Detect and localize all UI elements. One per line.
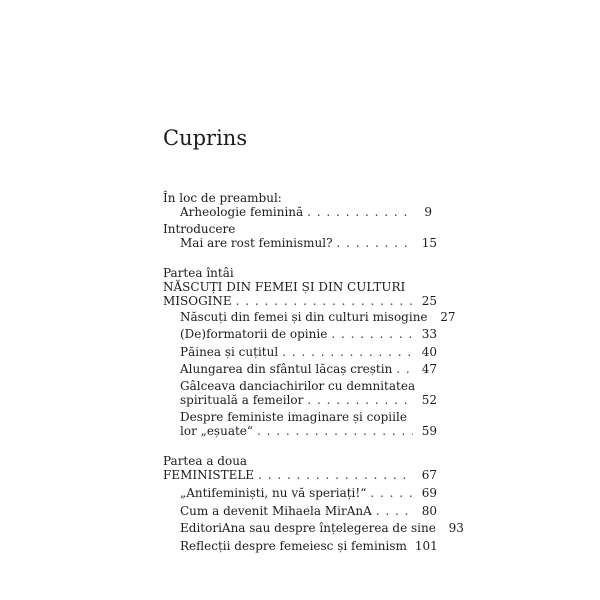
dot-leader <box>282 345 413 360</box>
toc-entry-label: Născuți din femei și din culturi misogine <box>180 310 428 324</box>
dot-leader <box>337 236 413 251</box>
toc-entry-page: 93 <box>448 521 464 535</box>
toc-entry <box>180 327 437 342</box>
toc-entry <box>180 362 437 377</box>
part-one-title-row <box>163 294 437 309</box>
toc-entry <box>180 205 432 220</box>
dot-leader <box>236 294 413 309</box>
toc-entry-label: Cum a devenit Mihaela MirAnA <box>180 504 372 518</box>
toc-entry-label: EditoriAna sau despre înțelegerea de sine <box>180 521 436 535</box>
section-heading-preamble: În loc de preambul: <box>163 191 282 205</box>
toc-entry <box>180 486 437 501</box>
toc-entry-page: 59 <box>421 424 437 438</box>
part-one-heading: Partea întâi <box>163 266 234 280</box>
toc-entry-page: 101 <box>414 539 438 553</box>
toc-entry-page: 40 <box>421 345 437 359</box>
toc-entry-page: 47 <box>421 362 437 376</box>
dot-leader <box>307 205 408 220</box>
toc-entry-label-line1: Despre feministe imaginare și copiile <box>180 410 407 424</box>
section-heading-introduction: Introducere <box>163 222 236 236</box>
toc-entry-label: Reflecții despre femeiesc și feminism <box>180 539 407 553</box>
toc-entry <box>180 393 437 408</box>
toc-entry-page: 80 <box>421 504 437 518</box>
part-two-title: FEMINISTELE <box>163 468 255 482</box>
toc-entry-label: Alungarea din sfântul lăcaș creștin <box>180 362 393 376</box>
toc-entry-label-line1: Gâlceava danciachirilor cu demnitatea <box>180 379 416 393</box>
part-one-title-line2: MISOGINE <box>163 294 232 308</box>
toc-entry <box>180 424 437 439</box>
toc-entry-label-line2: spirituală a femeilor <box>180 393 304 407</box>
dot-leader <box>396 362 413 377</box>
toc-entry-page: 33 <box>421 327 437 341</box>
toc-entry <box>180 539 437 554</box>
dot-leader <box>376 504 413 519</box>
toc-entry-label-line2: lor „eșuate“ <box>180 424 254 438</box>
toc-entry-label: „Antifeminiști, nu vă speriați!“ <box>180 486 367 500</box>
part-one-title: NĂSCUȚI DIN FEMEI ȘI DIN CULTURI <box>163 280 406 294</box>
part-two-title-row <box>163 468 437 483</box>
toc-entry <box>180 345 437 360</box>
toc-entry <box>180 504 437 519</box>
toc-entry-page: 15 <box>421 236 437 250</box>
dot-leader <box>370 486 413 501</box>
dot-leader <box>258 468 413 483</box>
toc-entry-page: 27 <box>440 310 456 324</box>
dot-leader <box>331 327 413 342</box>
toc-entry-label: (De)formatorii de opinie <box>180 327 328 341</box>
part-two-heading: Partea a doua <box>163 454 248 468</box>
toc-entry-label: Arheologie feminină <box>180 205 304 219</box>
toc-entry-page: 69 <box>421 486 437 500</box>
toc-entry <box>180 521 464 536</box>
toc-entry <box>180 310 456 325</box>
page-title: Cuprins <box>163 126 248 150</box>
dot-leader <box>257 424 413 439</box>
toc-entry-page: 9 <box>424 205 432 219</box>
dot-leader <box>307 393 413 408</box>
toc-entry-label: Păinea și cuțitul <box>180 345 279 359</box>
toc-entry-label: Mai are rost feminismul? <box>180 236 333 250</box>
toc-entry-page: 25 <box>421 294 437 308</box>
toc-entry-page: 52 <box>421 393 437 407</box>
toc-entry <box>180 236 437 251</box>
toc-entry-page: 67 <box>421 468 437 482</box>
